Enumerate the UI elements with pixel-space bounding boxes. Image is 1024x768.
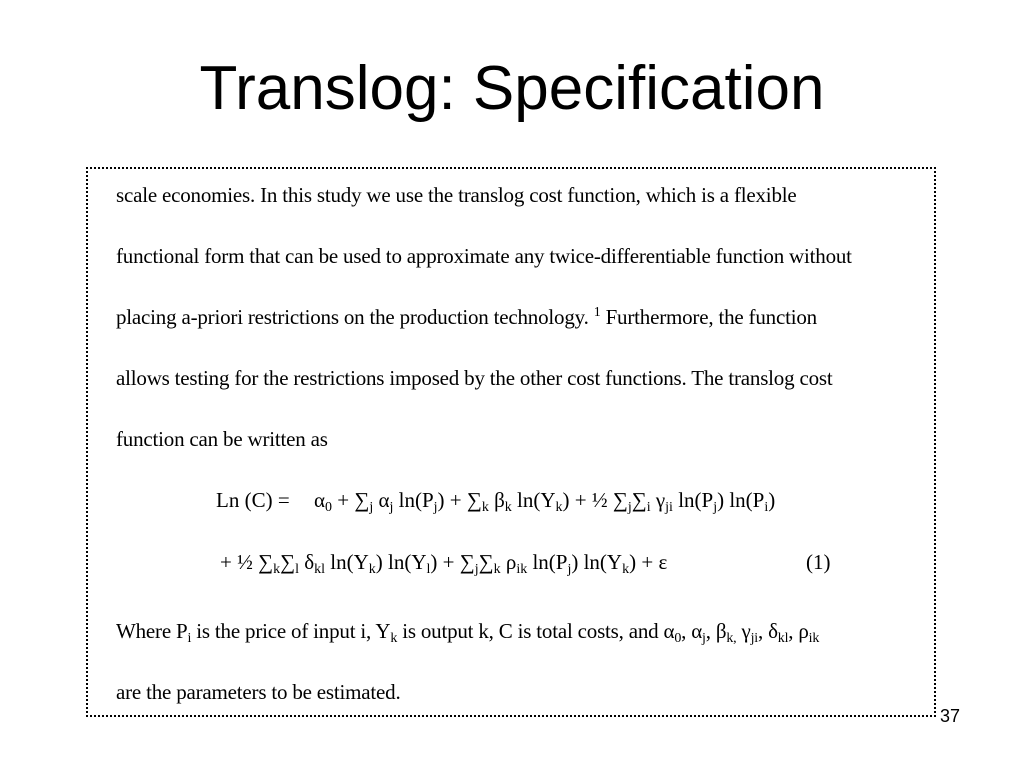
- slide-title: Translog: Specification: [199, 54, 825, 123]
- excerpt-line-3: [116, 305, 817, 329]
- equation-lhs: Ln (C) =: [216, 488, 290, 512]
- excerpt-line-5: function can be written as: [116, 427, 328, 451]
- excerpt-line-1: scale economies. In this study we use the translog cost function, which is a flexible: [116, 183, 797, 207]
- text-excerpt-box: [86, 167, 936, 717]
- equation-line-1: $\alpha_0 + \sum_j$ $\alpha_j$ $\ln(P_j) + \sum_k$ $\beta_k$ $\ln(Y_k)$ + ½ $\sum_j\sum_i$ $\gamma_{ji}$ $\ln(P_j)$ $\ln(P_i)$: [314, 488, 776, 515]
- excerpt-line-6: Where $P_i$ is the price of input i, $Y_k$ is output k, C is total costs, and $\alpha_0$, $\alpha_j$, $\beta_{k,}$ $\gamma_{ji}$, $\delta_{kl}$, $\rho_{ik}$: [116, 619, 820, 646]
- excerpt-line-3-end: Furthermore, the function: [605, 305, 817, 329]
- equation-number: (1): [806, 550, 831, 574]
- footnote-marker: 1: [593, 305, 601, 320]
- excerpt-line-7: are the parameters to be estimated.: [116, 680, 401, 704]
- excerpt-line-3-text: placing a-priori restrictions on the production technology.: [116, 305, 589, 329]
- excerpt-line-4: allows testing for the restrictions imposed by the other cost functions. The translog cost: [116, 366, 833, 390]
- excerpt-line-2: functional form that can be used to approximate any twice-differentiable function without: [116, 244, 852, 268]
- equation-line-2: + ½ $\sum_k\sum_l$ $\delta_{kl}$ $\ln(Y_k) \ln(Y_l) + \sum_j\sum_k$ $\rho_{ik}$ $\ln(P_j) \ln(Y_k) + \varepsilon$: [220, 550, 668, 577]
- page-number: 37: [940, 706, 961, 726]
